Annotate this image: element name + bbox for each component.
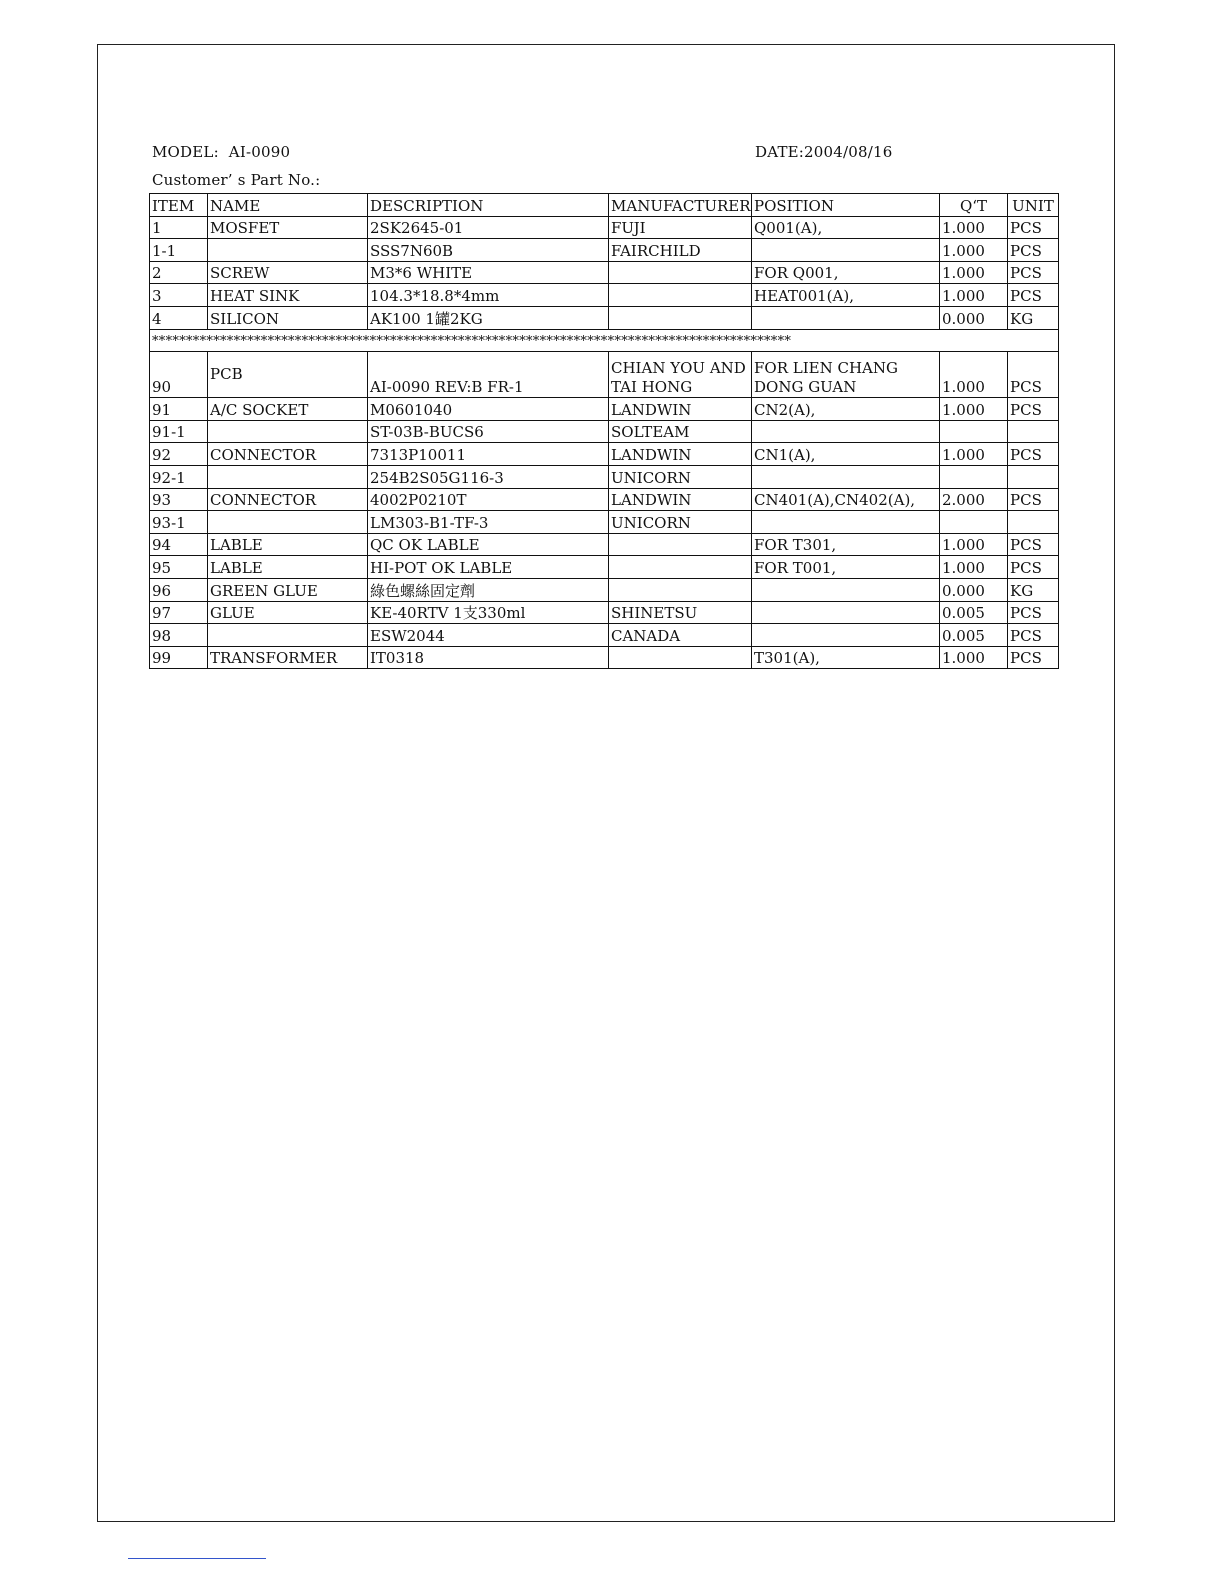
- cell-unit: PCS: [1008, 646, 1059, 669]
- cell-manufacturer: LANDWIN: [609, 443, 752, 466]
- cell-position: FOR LIEN CHANG DONG GUAN: [752, 352, 940, 398]
- table-row: [150, 398, 1059, 421]
- cell-unit: PCS: [1008, 556, 1059, 579]
- cell-item: 1-1: [150, 239, 208, 262]
- cell-position: [752, 624, 940, 647]
- table-row: [150, 216, 1059, 239]
- cell-item: 91: [150, 398, 208, 421]
- cell-name: CONNECTOR: [208, 488, 368, 511]
- cell-quantity: 1.000: [940, 284, 1008, 307]
- col-header-description: DESCRIPTION: [368, 194, 609, 217]
- cell-manufacturer: UNICORN: [609, 511, 752, 534]
- cell-position: [752, 578, 940, 601]
- cell-position: HEAT001(A),: [752, 284, 940, 307]
- cell-quantity: [940, 465, 1008, 488]
- cell-item: 93-1: [150, 511, 208, 534]
- cell-position: [752, 511, 940, 534]
- cell-name: CONNECTOR: [208, 443, 368, 466]
- cell-description: IT0318: [368, 646, 609, 669]
- cell-unit: PCS: [1008, 261, 1059, 284]
- cell-name: HEAT SINK: [208, 284, 368, 307]
- bom-table: [149, 193, 1059, 669]
- cell-position: CN1(A),: [752, 443, 940, 466]
- cell-name: GREEN GLUE: [208, 578, 368, 601]
- cell-position: CN401(A),CN402(A),: [752, 488, 940, 511]
- cell-manufacturer: [609, 261, 752, 284]
- cell-manufacturer: [609, 306, 752, 329]
- cell-manufacturer: [609, 533, 752, 556]
- cell-unit: PCS: [1008, 624, 1059, 647]
- cell-item: 98: [150, 624, 208, 647]
- cell-name: A/C SOCKET: [208, 398, 368, 421]
- table-row: [150, 420, 1059, 443]
- table-row: [150, 261, 1059, 284]
- cell-manufacturer: [609, 284, 752, 307]
- customer-part-number-label: Customer’ s Part No.:: [152, 171, 321, 189]
- cell-item: 91-1: [150, 420, 208, 443]
- cell-description: QC OK LABLE: [368, 533, 609, 556]
- table-row: [150, 511, 1059, 534]
- cell-quantity: 0.005: [940, 601, 1008, 624]
- cell-quantity: [940, 511, 1008, 534]
- cell-name: LABLE: [208, 556, 368, 579]
- cell-description: 綠色螺絲固定劑: [368, 578, 609, 601]
- cell-position: FOR Q001,: [752, 261, 940, 284]
- cell-unit: PCS: [1008, 284, 1059, 307]
- cell-unit: PCS: [1008, 216, 1059, 239]
- cell-item: 92-1: [150, 465, 208, 488]
- cell-item: 99: [150, 646, 208, 669]
- table-header-row: [150, 194, 1059, 217]
- cell-name: SCREW: [208, 261, 368, 284]
- cell-description: 4002P0210T: [368, 488, 609, 511]
- col-header-manufacturer: MANUFACTURER: [609, 194, 752, 217]
- cell-position: [752, 465, 940, 488]
- col-header-unit: UNIT: [1008, 194, 1059, 217]
- table-row: [150, 465, 1059, 488]
- cell-description: 7313P10011: [368, 443, 609, 466]
- cell-manufacturer: CHIAN YOU AND TAI HONG: [609, 352, 752, 398]
- cell-name: [208, 511, 368, 534]
- cell-name: PCB: [208, 352, 368, 398]
- cell-position: [752, 601, 940, 624]
- cell-unit: PCS: [1008, 398, 1059, 421]
- cell-unit: KG: [1008, 306, 1059, 329]
- cell-name: MOSFET: [208, 216, 368, 239]
- cell-quantity: 1.000: [940, 646, 1008, 669]
- cell-name: [208, 239, 368, 262]
- cell-unit: PCS: [1008, 601, 1059, 624]
- table-row: [150, 556, 1059, 579]
- col-header-name: NAME: [208, 194, 368, 217]
- cell-position: [752, 420, 940, 443]
- cell-quantity: 1.000: [940, 216, 1008, 239]
- footer-link-underline: [128, 1558, 266, 1559]
- col-header-position: POSITION: [752, 194, 940, 217]
- cell-item: 1: [150, 216, 208, 239]
- cell-name: [208, 465, 368, 488]
- cell-description: HI-POT OK LABLE: [368, 556, 609, 579]
- cell-quantity: 1.000: [940, 533, 1008, 556]
- cell-item: 93: [150, 488, 208, 511]
- cell-item: 3: [150, 284, 208, 307]
- cell-description: 254B2S05G116-3: [368, 465, 609, 488]
- cell-name: [208, 624, 368, 647]
- cell-unit: [1008, 465, 1059, 488]
- cell-description: LM303-B1-TF-3: [368, 511, 609, 534]
- cell-quantity: 1.000: [940, 352, 1008, 398]
- cell-description: ESW2044: [368, 624, 609, 647]
- cell-manufacturer: LANDWIN: [609, 488, 752, 511]
- separator-row: [150, 329, 1059, 352]
- cell-unit: PCS: [1008, 443, 1059, 466]
- cell-unit: [1008, 420, 1059, 443]
- cell-quantity: 1.000: [940, 261, 1008, 284]
- cell-item: 96: [150, 578, 208, 601]
- cell-unit: PCS: [1008, 533, 1059, 556]
- cell-unit: KG: [1008, 578, 1059, 601]
- cell-quantity: 1.000: [940, 239, 1008, 262]
- cell-quantity: 0.005: [940, 624, 1008, 647]
- cell-item: 4: [150, 306, 208, 329]
- cell-item: 92: [150, 443, 208, 466]
- cell-position: Q001(A),: [752, 216, 940, 239]
- cell-description: AK100 1罐2KG: [368, 306, 609, 329]
- model-label: MODEL: AI-0090: [152, 143, 291, 161]
- cell-manufacturer: LANDWIN: [609, 398, 752, 421]
- cell-name: [208, 420, 368, 443]
- cell-manufacturer: UNICORN: [609, 465, 752, 488]
- date-label: DATE:2004/08/16: [755, 143, 893, 161]
- cell-unit: PCS: [1008, 488, 1059, 511]
- cell-description: ST-03B-BUCS6: [368, 420, 609, 443]
- table-row: [150, 443, 1059, 466]
- cell-item: 95: [150, 556, 208, 579]
- cell-position: [752, 239, 940, 262]
- table-row: [150, 284, 1059, 307]
- table-row: [150, 533, 1059, 556]
- col-header-item: ITEM: [150, 194, 208, 217]
- table-row: [150, 352, 1059, 398]
- col-header-quantity: Q‘T: [940, 194, 1008, 217]
- cell-manufacturer: CANADA: [609, 624, 752, 647]
- cell-quantity: 1.000: [940, 398, 1008, 421]
- cell-description: KE-40RTV 1支330ml: [368, 601, 609, 624]
- cell-quantity: 1.000: [940, 443, 1008, 466]
- cell-item: 94: [150, 533, 208, 556]
- cell-description: 2SK2645-01: [368, 216, 609, 239]
- table-row: [150, 624, 1059, 647]
- cell-manufacturer: FAIRCHILD: [609, 239, 752, 262]
- cell-position: FOR T001,: [752, 556, 940, 579]
- cell-name: TRANSFORMER: [208, 646, 368, 669]
- table-row: [150, 239, 1059, 262]
- cell-description: SSS7N60B: [368, 239, 609, 262]
- cell-name: LABLE: [208, 533, 368, 556]
- cell-description: AI-0090 REV:B FR-1: [368, 352, 609, 398]
- cell-manufacturer: [609, 646, 752, 669]
- cell-description: M0601040: [368, 398, 609, 421]
- table-row: [150, 601, 1059, 624]
- cell-quantity: 0.000: [940, 578, 1008, 601]
- separator-stars: **********************************************************************************************: [150, 329, 1059, 352]
- cell-unit: PCS: [1008, 239, 1059, 262]
- table-row: [150, 488, 1059, 511]
- cell-unit: PCS: [1008, 352, 1059, 398]
- cell-manufacturer: [609, 556, 752, 579]
- cell-manufacturer: SOLTEAM: [609, 420, 752, 443]
- table-row: [150, 646, 1059, 669]
- cell-unit: [1008, 511, 1059, 534]
- cell-quantity: 2.000: [940, 488, 1008, 511]
- cell-name: GLUE: [208, 601, 368, 624]
- cell-item: 90: [150, 352, 208, 398]
- cell-quantity: 1.000: [940, 556, 1008, 579]
- cell-quantity: [940, 420, 1008, 443]
- cell-item: 2: [150, 261, 208, 284]
- cell-position: CN2(A),: [752, 398, 940, 421]
- cell-item: 97: [150, 601, 208, 624]
- cell-position: [752, 306, 940, 329]
- cell-position: T301(A),: [752, 646, 940, 669]
- cell-position: FOR T301,: [752, 533, 940, 556]
- cell-manufacturer: SHINETSU: [609, 601, 752, 624]
- table-row: [150, 578, 1059, 601]
- cell-manufacturer: [609, 578, 752, 601]
- cell-quantity: 0.000: [940, 306, 1008, 329]
- table-row: [150, 306, 1059, 329]
- cell-manufacturer: FUJI: [609, 216, 752, 239]
- cell-name: SILICON: [208, 306, 368, 329]
- cell-description: 104.3*18.8*4mm: [368, 284, 609, 307]
- cell-description: M3*6 WHITE: [368, 261, 609, 284]
